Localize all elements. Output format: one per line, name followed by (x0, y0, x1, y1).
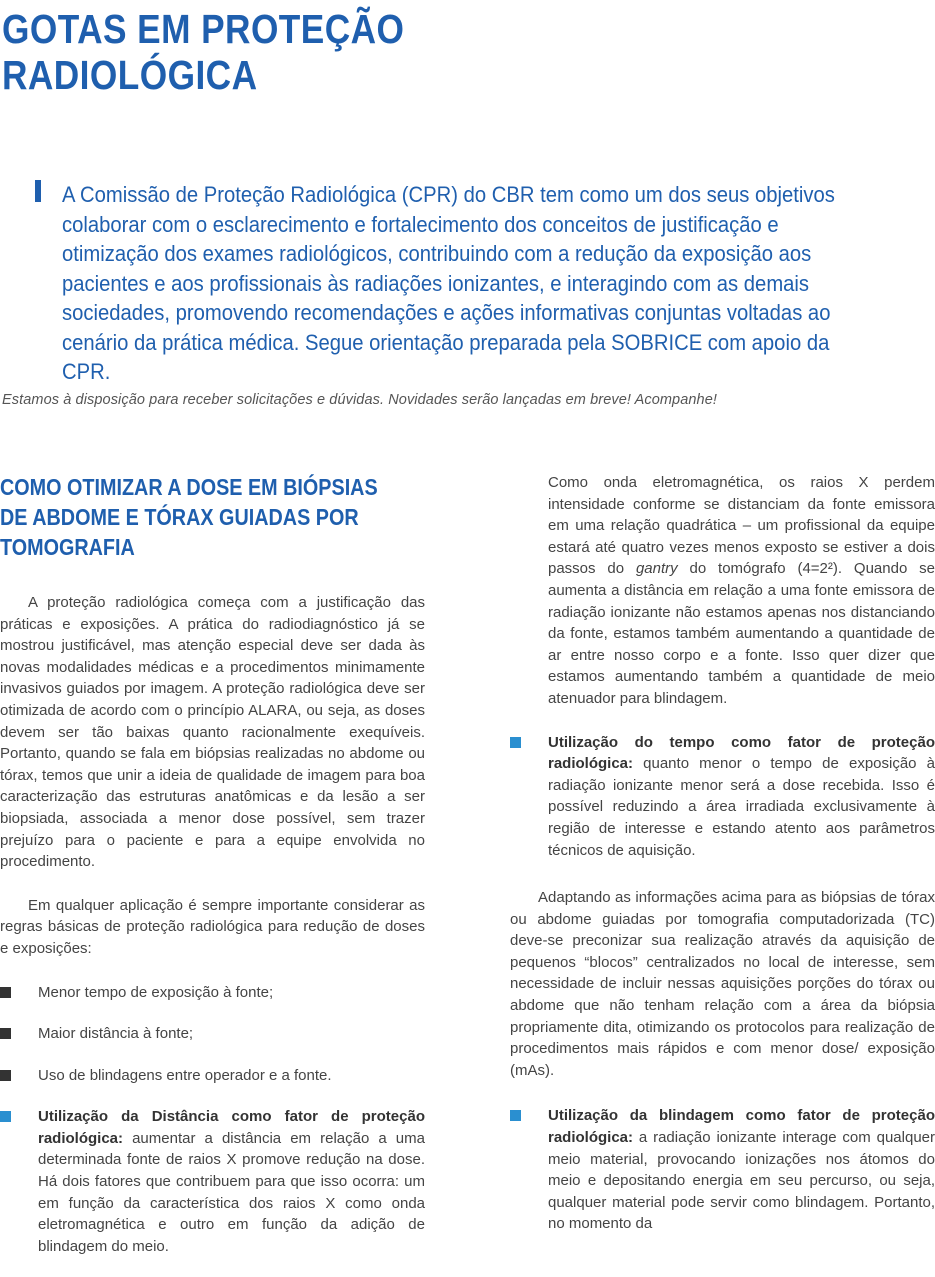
gantry-term: gantry (635, 560, 678, 578)
article-heading-line-3: TOMOGRAFIA (0, 534, 135, 560)
time-text: quanto menor o tempo de exposição à radiação ionizante menor será a dose recebida. Isso é possível reduzindo a área irradiada exclusivamente à região de interesse e estando atento aos parâmetros técnicos de aquisição. (548, 755, 935, 859)
square-bullet-icon (0, 987, 11, 998)
left-column (0, 472, 425, 1257)
list-item (0, 1023, 425, 1045)
right-column (510, 472, 935, 1235)
square-bullet-icon (0, 1028, 11, 1039)
list-item-text: Maior distância à fonte; (38, 1025, 194, 1043)
distance-label: Utilização da Distância como fator de proteção radiológica: (38, 1108, 425, 1147)
list-item-time (510, 732, 935, 862)
square-bullet-icon (510, 737, 521, 748)
contact-note: Estamos à disposição para receber solicitações e dúvidas. Novidades serão lançadas em breve! Acompanhe! (2, 392, 718, 408)
page-title-line-1: GOTAS EM PROTEÇÃO (2, 6, 405, 52)
article-heading (0, 472, 421, 562)
list-item (0, 1065, 425, 1087)
intro-paragraph: A Comissão de Proteção Radiológica (CPR) do CBR tem como um dos seus objetivos colaborar com o esclarecimento e fortalecimento dos conceitos de justificação e otimização dos exames radiológicos, contribuindo com a redução da exposição aos pacientes e aos profissionais às radiações ionizantes, e interagindo com as demais sociedades, promovendo recomendações e ações informativas conjuntas voltadas ao cenário da prática médica. Segue orientação preparada pela SOBRICE com apoio da CPR. (62, 182, 835, 384)
list-item-shielding (510, 1105, 935, 1235)
intro-accent-bar (35, 180, 41, 202)
shield-label: Utilização da blindagem como fator de proteção radiológica: (548, 1107, 935, 1147)
paragraph-part-2: do tomógrafo (4=2²). Quando se aumenta a distância em relação a uma fonte emissora de radiação ionizante não estamos apenas nos distanciando da fonte, estamos também aumentando a quantidade de ar entre nosso corpo e a fonte. Isso quer dizer que estamos aumentando também a quantidade de meio atenuador para blindagem. (548, 560, 935, 707)
paragraph-part-1: Como onda eletromagnética, os raios X perdem intensidade conforme se distanciam da fonte emissora em uma relação quadrática – um profissional da equipe estará até quatro vezes menos exposto se estiver a dois passos do (548, 474, 935, 578)
square-bullet-icon (0, 1111, 11, 1122)
square-bullet-icon (0, 1070, 11, 1081)
page-title-line-2: RADIOLÓGICA (2, 52, 258, 98)
square-bullet-icon (510, 1110, 521, 1121)
list-item-text: Uso de blindagens entre operador e a fonte. (38, 1066, 332, 1084)
time-label: Utilização do tempo como fator de proteção radiológica: (548, 733, 935, 773)
article-heading-line-1: COMO OTIMIZAR A DOSE EM BIÓPSIAS (0, 474, 378, 500)
page-title (2, 6, 404, 98)
list-item-distance (0, 1106, 425, 1257)
list-item (0, 982, 425, 1004)
article-heading-line-2: DE ABDOME E TÓRAX GUIADAS POR (0, 504, 359, 530)
list-item-text: Menor tempo de exposição à fonte; (38, 983, 274, 1001)
paragraph-adaptation: Adaptando as informações acima para as biópsias de tórax ou abdome guiadas por tomografia computadorizada (TC) deve-se preconizar sua realização através da aquisição de pequenos “blocos” centralizados no local de interesse, sem necessidade de incluir nessas aquisições porções do tórax ou abdome que não tenham relação com a área da biópsia propriamente dita, otimizando os protocolos para realização de procedimentos mais rápidos e com menor dose/ exposição (mAs). (510, 889, 935, 1079)
paragraph-justification: A proteção radiológica começa com a justificação das práticas e exposições. A prática do radiodiagnóstico já se mostrou justificável, mas atenção especial deve ser dada às novas modalidades médicas e a procedimentos minimamente invasivos guiados por imagem. A proteção radiológica deve ser otimizada de acordo com o princípio ALARA, ou seja, as doses devem ser tão baixas quanto racionalmente exequíveis. Portanto, quando se fala em biópsias realizadas no abdome ou tórax, temos que unir a ideia de qualidade de imagem para boa caracterização das estruturas anatômicas e da lesão a ser biopsiada, associada a menor dose possível, sem trazer prejuízo para o paciente e para a equipe envolvida no procedimento. (0, 594, 425, 871)
paragraph-distance-continued (548, 472, 935, 710)
paragraph-basic-rules: Em qualquer aplicação é sempre importante considerar as regras básicas de proteção radiológica para redução de doses e exposições: (0, 896, 425, 957)
distance-text: aumentar a distância em relação a uma determinada fonte de raios X promove redução na dose. Há dois fatores que contribuem para que isso ocorra: um em função da característica dos raios X como onda eletromagnética e outro em função da adição de blindagem do meio. (38, 1129, 425, 1255)
shield-text: a radiação ionizante interage com qualquer meio material, provocando ionizações nos átomos do meio e depositando energia em seu percurso, ou seja, qualquer material pode servir como blindagem. Portanto, no momento da (548, 1129, 935, 1233)
